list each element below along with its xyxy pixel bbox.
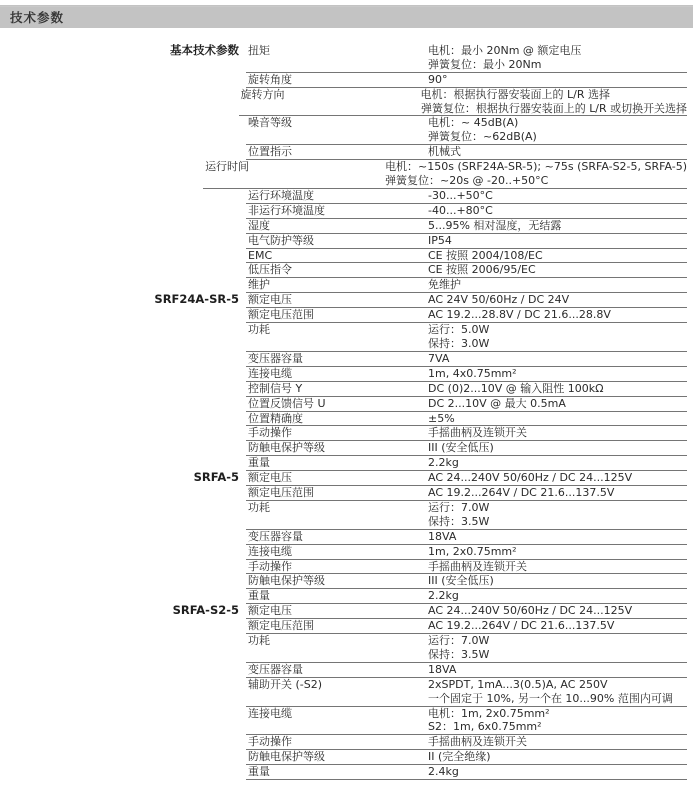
table-row	[0, 663, 693, 678]
section-label	[0, 412, 246, 427]
param-value	[428, 263, 687, 277]
table-row	[0, 397, 693, 412]
table-row	[0, 545, 693, 560]
section-label	[0, 750, 246, 765]
table-row-body	[246, 678, 687, 707]
param-name: 手动操作	[248, 735, 292, 749]
param-name: 额定电压范围	[248, 619, 314, 633]
param-value-line: 运行：5.0W	[428, 323, 490, 337]
param-value	[428, 382, 687, 396]
param-value	[428, 441, 687, 455]
table-row-body	[246, 189, 687, 204]
param-value-line: CE 按照 2006/95/EC	[428, 263, 536, 277]
table-row	[0, 249, 693, 264]
param-name: 防触电保护等级	[248, 441, 325, 455]
table-row-body	[246, 441, 687, 456]
param-value	[428, 367, 687, 381]
table-row-body	[246, 426, 687, 441]
table-row	[0, 293, 693, 308]
param-name: 变压器容量	[248, 529, 303, 543]
param-name: 连接电缆	[248, 366, 292, 380]
section-label	[0, 560, 246, 575]
table-row-body	[246, 765, 687, 780]
table-row-body	[246, 501, 687, 530]
param-name: 功耗	[248, 634, 270, 648]
param-value-line: DC (0)2...10V @ 输入阻性 100kΩ	[428, 381, 604, 395]
param-name: 旋转方向	[240, 87, 285, 101]
param-value-line: 弹簧复位：根据执行器安装面上的 L/R 或切换开关选择	[420, 101, 687, 115]
table-row	[0, 707, 693, 736]
table-row-body	[246, 560, 687, 575]
param-value	[428, 323, 687, 351]
param-value	[428, 471, 687, 485]
param-value	[428, 765, 687, 779]
param-value	[428, 145, 687, 159]
param-value-line: ±5%	[428, 411, 455, 425]
section-label	[0, 160, 203, 189]
param-name: 位置指示	[248, 145, 292, 159]
table-row	[0, 352, 693, 367]
param-name: 位置精确度	[248, 411, 303, 425]
table-row	[0, 219, 693, 234]
param-value	[428, 545, 687, 559]
section-label	[0, 426, 246, 441]
table-row-body	[246, 73, 687, 88]
param-name: 连接电缆	[248, 706, 292, 720]
table-row-body	[246, 219, 687, 234]
param-value	[428, 486, 687, 500]
table-row-body	[246, 116, 687, 145]
param-value	[428, 560, 687, 574]
param-value-line: 弹簧复位：~20s @ -20..+50°C	[385, 174, 549, 188]
section-label	[0, 145, 246, 160]
table-row	[0, 204, 693, 219]
param-name: 变压器容量	[248, 351, 303, 365]
param-value	[428, 530, 687, 544]
param-value-line: S2：1m, 6x0.75mm²	[428, 720, 542, 734]
param-name: 位置反馈信号 U	[248, 396, 326, 410]
param-value-line: 2xSPDT, 1mA...3(0.5)A, AC 250V	[428, 677, 608, 691]
section-label	[0, 634, 246, 663]
section-label	[0, 765, 246, 780]
param-value-line: -40...+80°C	[428, 203, 493, 217]
table-row	[0, 678, 693, 707]
table-row	[0, 750, 693, 765]
table-row-body	[246, 397, 687, 412]
param-value	[428, 308, 687, 322]
table-row	[0, 471, 693, 486]
param-value-line: III (安全低压)	[428, 574, 494, 588]
param-name: 额定电压	[248, 293, 292, 307]
param-value	[428, 219, 687, 233]
param-value	[421, 88, 687, 116]
table-row	[0, 278, 693, 293]
param-name: 噪音等级	[248, 116, 292, 130]
param-value-line: IP54	[428, 233, 452, 247]
param-name: 变压器容量	[248, 662, 303, 676]
section-label	[0, 397, 246, 412]
section-label	[0, 663, 246, 678]
table-row-body	[246, 44, 687, 73]
table-row	[0, 73, 693, 88]
param-name: 电气防护等级	[248, 233, 314, 247]
param-name: 扭矩	[248, 44, 270, 57]
section-label	[0, 735, 246, 750]
param-value	[428, 44, 687, 72]
spec-table	[0, 44, 693, 780]
section-label	[0, 116, 246, 145]
param-name: 额定电压	[248, 471, 292, 485]
section-label	[0, 263, 246, 278]
param-name: 额定电压范围	[248, 308, 314, 322]
table-row	[0, 308, 693, 323]
table-row-body	[246, 707, 687, 736]
section-label	[0, 249, 246, 264]
table-row-body	[246, 234, 687, 249]
section-label: SRFA-5	[193, 470, 239, 485]
table-row-body	[203, 160, 687, 189]
param-value-line: 运行：7.0W	[428, 500, 490, 514]
param-value	[428, 678, 687, 706]
param-name: 防触电保护等级	[248, 574, 325, 588]
table-row-body	[246, 249, 687, 264]
section-header-bar	[0, 5, 693, 28]
param-value-line: AC 24...240V 50/60Hz / DC 24...125V	[428, 471, 633, 485]
param-value	[428, 604, 687, 618]
table-row	[0, 501, 693, 530]
param-value-line: 电机：最小 20Nm @ 额定电压	[428, 44, 582, 57]
param-name: 连接电缆	[248, 544, 292, 558]
table-row-body	[246, 750, 687, 765]
param-value-line: 免维护	[428, 278, 461, 292]
param-name: 手动操作	[248, 559, 292, 573]
param-value	[428, 735, 687, 749]
param-value	[428, 501, 687, 529]
param-value-line: 5...95% 相对湿度，无结露	[428, 218, 562, 232]
param-value-line: 7VA	[428, 351, 450, 365]
table-row-body	[246, 634, 687, 663]
param-value-line: 2.2kg	[428, 456, 459, 470]
table-row-body	[246, 530, 687, 545]
table-row-body	[246, 278, 687, 293]
param-value-line: AC 24...240V 50/60Hz / DC 24...125V	[428, 604, 633, 618]
table-row-body	[246, 486, 687, 501]
section-label	[0, 441, 246, 456]
table-row	[0, 234, 693, 249]
param-name: 运行环境温度	[248, 188, 314, 202]
param-value	[428, 456, 687, 470]
param-value-line: 保持：3.0W	[428, 336, 490, 350]
param-value-line: 1m, 2x0.75mm²	[428, 544, 517, 558]
table-row	[0, 574, 693, 589]
table-row	[0, 589, 693, 604]
table-row-body	[246, 456, 687, 471]
param-value-line: 保持：3.5W	[428, 514, 490, 528]
param-value	[428, 663, 687, 677]
param-value	[428, 293, 687, 307]
table-row-body	[246, 589, 687, 604]
param-value	[428, 426, 687, 440]
section-label	[0, 678, 246, 707]
table-row-body	[246, 545, 687, 560]
table-row	[0, 486, 693, 501]
table-row-body	[246, 471, 687, 486]
section-label: SRF24A-SR-5	[154, 292, 239, 307]
param-value	[428, 352, 687, 366]
section-label	[0, 382, 246, 397]
param-value	[428, 116, 687, 144]
param-name: 功耗	[248, 500, 270, 514]
section-label	[0, 574, 246, 589]
table-row	[0, 88, 693, 117]
param-value-line: AC 19.2...264V / DC 21.6...137.5V	[428, 486, 615, 500]
param-name: 湿度	[248, 218, 270, 232]
param-name: 维护	[248, 278, 270, 292]
param-value-line: 机械式	[428, 145, 461, 159]
param-name: 重量	[248, 589, 270, 603]
param-value-line: II (完全绝缘)	[428, 750, 491, 764]
param-name: 辅助开关 (-S2)	[248, 677, 323, 691]
section-label	[0, 88, 239, 117]
section-label	[0, 456, 246, 471]
section-label	[0, 530, 246, 545]
table-row	[0, 367, 693, 382]
param-value-line: 电机：~150s (SRF24A-SR-5); ~75s (SRFA-S2-5, SRFA-5)	[385, 160, 687, 174]
section-label: 基本技术参数	[170, 43, 239, 57]
table-row	[0, 189, 693, 204]
param-value-line: 2.4kg	[428, 765, 459, 779]
section-label	[0, 589, 246, 604]
param-value	[428, 249, 687, 263]
section-label	[0, 308, 246, 323]
param-value-line: 一个固定于 10%, 另一个在 10...90% 范围内可调	[428, 691, 673, 705]
table-row	[0, 619, 693, 634]
param-value-line: 18VA	[428, 529, 457, 543]
table-row-body	[246, 382, 687, 397]
table-row-body	[246, 352, 687, 367]
param-value	[428, 278, 687, 292]
section-label	[0, 73, 246, 88]
table-row-body	[239, 88, 687, 117]
param-value	[428, 619, 687, 633]
param-value-line: 电机：~ 45dB(A)	[428, 116, 519, 130]
param-value	[428, 574, 687, 588]
table-row-body	[246, 574, 687, 589]
section-label	[0, 278, 246, 293]
param-value	[428, 189, 687, 203]
param-value-line: 电机：根据执行器安装面上的 L/R 选择	[420, 87, 610, 101]
param-value-line: 手摇曲柄及连锁开关	[428, 559, 527, 573]
param-value	[428, 707, 687, 735]
table-row-body	[246, 412, 687, 427]
param-value	[428, 412, 687, 426]
param-name: 重量	[248, 765, 270, 779]
param-value	[428, 397, 687, 411]
param-value	[428, 234, 687, 248]
param-value-line: AC 19.2...28.8V / DC 21.6...28.8V	[428, 308, 611, 322]
table-row	[0, 530, 693, 545]
param-value-line: III (安全低压)	[428, 441, 494, 455]
section-label	[0, 486, 246, 501]
section-label: SRFA-S2-5	[172, 603, 239, 618]
table-row-body	[246, 145, 687, 160]
section-label	[0, 501, 246, 530]
table-row	[0, 160, 693, 189]
table-row	[0, 735, 693, 750]
param-name: EMC	[248, 248, 273, 262]
param-value-line: 电机：1m, 2x0.75mm²	[428, 706, 550, 720]
section-label	[0, 545, 246, 560]
section-label	[0, 219, 246, 234]
table-row-body	[246, 263, 687, 278]
table-row-body	[246, 293, 687, 308]
table-row-body	[246, 367, 687, 382]
table-row	[0, 145, 693, 160]
param-value	[428, 73, 687, 87]
param-value	[385, 160, 687, 188]
param-value-line: 90°	[428, 72, 448, 86]
table-row	[0, 323, 693, 352]
param-value	[428, 204, 687, 218]
param-value	[428, 750, 687, 764]
param-value-line: 弹簧复位：~62dB(A)	[428, 130, 537, 144]
section-label	[0, 189, 246, 204]
param-value-line: 18VA	[428, 662, 457, 676]
table-row-body	[246, 735, 687, 750]
table-row	[0, 412, 693, 427]
section-label	[0, 234, 246, 249]
param-name: 运行时间	[205, 160, 250, 174]
param-name: 控制信号 Y	[248, 381, 303, 395]
top-rule	[0, 6, 693, 7]
param-value-line: AC 19.2...264V / DC 21.6...137.5V	[428, 619, 615, 633]
param-value-line: 手摇曲柄及连锁开关	[428, 426, 527, 440]
param-value	[428, 589, 687, 603]
table-row-body	[246, 663, 687, 678]
param-value-line: DC 2...10V @ 最大 0.5mA	[428, 396, 566, 410]
param-name: 非运行环境温度	[248, 203, 325, 217]
param-name: 手动操作	[248, 426, 292, 440]
table-row	[0, 456, 693, 471]
param-value-line: 2.2kg	[428, 589, 459, 603]
param-name: 低压指令	[248, 263, 292, 277]
table-row	[0, 263, 693, 278]
param-name: 旋转角度	[248, 72, 292, 86]
table-row	[0, 560, 693, 575]
param-name: 额定电压	[248, 604, 292, 618]
table-row	[0, 604, 693, 619]
section-label	[0, 323, 246, 352]
table-row-body	[246, 323, 687, 352]
table-row	[0, 116, 693, 145]
param-value-line: -30...+50°C	[428, 188, 493, 202]
param-value-line: AC 24V 50/60Hz / DC 24V	[428, 293, 570, 307]
param-value-line: 弹簧复位：最小 20Nm	[428, 57, 542, 71]
table-row-body	[246, 308, 687, 323]
param-name: 重量	[248, 456, 270, 470]
param-value-line: CE 按照 2004/108/EC	[428, 248, 543, 262]
table-row	[0, 634, 693, 663]
table-row-body	[246, 604, 687, 619]
table-row-body	[246, 204, 687, 219]
param-name: 额定电压范围	[248, 486, 314, 500]
table-row-body	[246, 619, 687, 634]
table-row	[0, 426, 693, 441]
param-name: 功耗	[248, 323, 270, 337]
param-value-line: 运行：7.0W	[428, 634, 490, 648]
section-label	[0, 352, 246, 367]
section-label	[0, 204, 246, 219]
param-value	[428, 634, 687, 662]
table-row	[0, 441, 693, 456]
section-label	[0, 367, 246, 382]
table-row	[0, 765, 693, 780]
section-label	[0, 707, 246, 736]
param-value-line: 保持：3.5W	[428, 647, 490, 661]
table-row	[0, 44, 693, 73]
table-row	[0, 382, 693, 397]
param-value-line: 手摇曲柄及连锁开关	[428, 735, 527, 749]
param-name: 防触电保护等级	[248, 750, 325, 764]
param-value-line: 1m, 4x0.75mm²	[428, 366, 517, 380]
page-title: 技术参数	[10, 9, 65, 25]
section-label	[0, 619, 246, 634]
